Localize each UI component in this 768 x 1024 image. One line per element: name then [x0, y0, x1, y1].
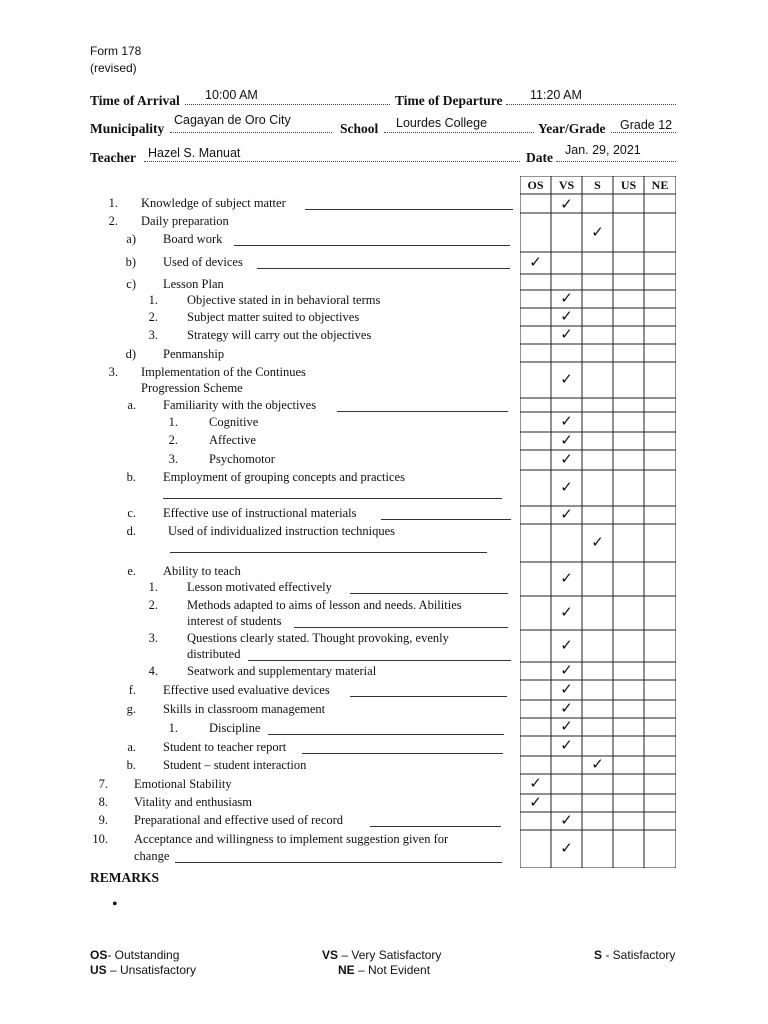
- fill-in-line[interactable]: [163, 498, 502, 499]
- item-text: Cognitive: [209, 415, 259, 429]
- check-mark[interactable]: ✓: [560, 478, 573, 496]
- item-text: Strategy will carry out the objectives: [187, 328, 372, 342]
- fill-in-line[interactable]: [381, 519, 511, 520]
- departure-label: Time of Departure: [395, 93, 503, 108]
- check-mark[interactable]: ✓: [560, 431, 573, 449]
- check-mark[interactable]: ✓: [560, 569, 573, 587]
- item-number: d.: [126, 524, 136, 538]
- check-mark[interactable]: ✓: [560, 289, 573, 307]
- check-mark[interactable]: ✓: [560, 412, 573, 430]
- legend-vs-text: – Very Satisfactory: [338, 948, 442, 962]
- school-label: School: [340, 121, 379, 136]
- fill-in-line[interactable]: [175, 862, 502, 863]
- form-revision: (revised): [90, 61, 137, 75]
- fill-in-line[interactable]: [370, 826, 501, 827]
- legend-us-abbr: US: [90, 963, 107, 977]
- legend-s-text: - Satisfactory: [602, 948, 676, 962]
- item-text: Skills in classroom management: [163, 702, 326, 716]
- item-text-continued: distributed: [187, 647, 241, 661]
- item-text: Emotional Stability: [134, 777, 232, 791]
- municipality-dotted-line: [170, 132, 332, 133]
- item-text: Methods adapted to aims of lesson and needs. Abilities: [187, 598, 462, 612]
- item-text: Affective: [209, 433, 256, 447]
- year-label: Year/Grade: [538, 121, 606, 136]
- item-number: 9.: [98, 813, 108, 827]
- fill-in-line[interactable]: [170, 552, 487, 553]
- teacher-label: Teacher: [90, 150, 136, 165]
- item-number: 3.: [108, 365, 118, 379]
- check-mark[interactable]: ✓: [529, 774, 542, 792]
- column-header-vs: VS: [558, 178, 575, 192]
- check-mark[interactable]: ✓: [560, 325, 573, 343]
- item-number: 1.: [148, 293, 158, 307]
- column-header-us: US: [620, 178, 637, 192]
- legend-us-text: – Unsatisfactory: [106, 963, 197, 977]
- legend-ne-text: – Not Evident: [354, 963, 431, 977]
- check-mark[interactable]: ✓: [529, 793, 542, 811]
- legend-os: [90, 948, 179, 962]
- check-mark[interactable]: ✓: [591, 755, 604, 773]
- item-text: Employment of grouping concepts and practices: [163, 470, 405, 484]
- departure-dotted-line: [506, 104, 676, 105]
- item-number: 2.: [168, 433, 178, 447]
- item-number: b): [125, 255, 136, 269]
- form-code: Form 178: [90, 44, 142, 58]
- column-header-ne: NE: [651, 178, 669, 192]
- fill-in-line[interactable]: [294, 627, 508, 628]
- item-number: a.: [127, 398, 136, 412]
- item-text-continued: change: [134, 849, 170, 863]
- item-number: 3.: [148, 631, 158, 645]
- item-text: Psychomotor: [209, 452, 275, 466]
- legend-ne-abbr: NE: [338, 963, 355, 977]
- item-number: 2.: [108, 214, 118, 228]
- item-number: 7.: [98, 777, 108, 791]
- item-text: Preparational and effective used of record: [134, 813, 344, 827]
- item-number: g.: [126, 702, 136, 716]
- item-text: Vitality and enthusiasm: [134, 795, 252, 809]
- fill-in-line[interactable]: [337, 411, 508, 412]
- fill-in-line[interactable]: [350, 696, 507, 697]
- teacher-value[interactable]: Hazel S. Manuat: [148, 146, 241, 160]
- item-number: e.: [127, 564, 136, 578]
- item-text: Student to teacher report: [163, 740, 287, 754]
- date-value[interactable]: Jan. 29, 2021: [565, 143, 641, 157]
- teacher-dotted-line: [144, 161, 520, 162]
- remarks-label: REMARKS: [90, 870, 160, 885]
- check-mark[interactable]: ✓: [560, 636, 573, 654]
- item-number: a): [126, 232, 136, 246]
- year-dotted-line: [611, 132, 676, 133]
- check-mark[interactable]: ✓: [560, 699, 573, 717]
- item-text: Used of devices: [163, 255, 243, 269]
- arrival-value[interactable]: 10:00 AM: [205, 88, 258, 102]
- fill-in-line[interactable]: [268, 734, 504, 735]
- check-mark[interactable]: ✓: [560, 736, 573, 754]
- legend-ne: [338, 963, 430, 977]
- item-text: Ability to teach: [163, 564, 241, 578]
- fill-in-line[interactable]: [234, 245, 510, 246]
- check-mark[interactable]: ✓: [560, 680, 573, 698]
- item-number: b.: [126, 758, 136, 772]
- check-mark[interactable]: ✓: [591, 223, 604, 241]
- item-text-continued: interest of students: [187, 614, 282, 628]
- item-number: 1.: [148, 580, 158, 594]
- item-number: 2.: [148, 598, 158, 612]
- item-number: 1.: [168, 721, 178, 735]
- check-mark[interactable]: ✓: [560, 450, 573, 468]
- item-text-continued: Progression Scheme: [141, 381, 243, 395]
- item-text: Discipline: [209, 721, 261, 735]
- fill-in-line[interactable]: [302, 753, 503, 754]
- legend-s: [594, 948, 675, 962]
- municipality-label: Municipality: [90, 121, 165, 136]
- arrival-dotted-line: [185, 104, 390, 105]
- item-number: 3.: [148, 328, 158, 342]
- fill-in-line[interactable]: [248, 660, 511, 661]
- check-mark[interactable]: ✓: [591, 533, 604, 551]
- item-text: Effective use of instructional materials: [163, 506, 357, 520]
- legend-vs-abbr: VS: [322, 948, 339, 962]
- item-text: Objective stated in in behavioral terms: [187, 293, 381, 307]
- date-dotted-line: [556, 161, 676, 162]
- item-number: b.: [126, 470, 136, 484]
- legend-us: [90, 963, 196, 977]
- remarks-bullet[interactable]: •: [112, 896, 118, 913]
- item-number: 1.: [168, 415, 178, 429]
- fill-in-line[interactable]: [305, 209, 513, 210]
- check-mark[interactable]: ✓: [560, 194, 573, 213]
- check-mark[interactable]: ✓: [560, 370, 573, 388]
- item-text: Implementation of the Continues: [141, 365, 306, 379]
- fill-in-line[interactable]: [350, 593, 508, 594]
- check-mark[interactable]: ✓: [560, 661, 573, 679]
- item-text: Familiarity with the objectives: [163, 398, 317, 412]
- item-number: 1.: [108, 196, 118, 210]
- legend-s-abbr: S: [594, 948, 603, 962]
- item-text: Acceptance and willingness to implement suggestion given for: [134, 832, 449, 846]
- item-text: Lesson Plan: [163, 277, 224, 291]
- check-mark[interactable]: ✓: [560, 307, 573, 325]
- item-number: 3.: [168, 452, 178, 466]
- legend-vs: [322, 948, 441, 962]
- item-text: Subject matter suited to objectives: [187, 310, 360, 324]
- municipality-value[interactable]: Cagayan de Oro City: [174, 113, 291, 127]
- item-text: Penmanship: [163, 347, 225, 361]
- check-mark[interactable]: ✓: [560, 603, 573, 621]
- item-number: 10.: [92, 832, 108, 846]
- item-number: 8.: [98, 795, 108, 809]
- item-number: 2.: [148, 310, 158, 324]
- item-text: Questions clearly stated. Thought provoking, evenly: [187, 631, 449, 645]
- check-mark[interactable]: ✓: [560, 505, 573, 523]
- item-text: Used of individualized instruction techniques: [168, 524, 396, 538]
- check-mark[interactable]: ✓: [560, 839, 573, 857]
- year-value[interactable]: Grade 12: [620, 118, 673, 132]
- item-text: Daily preparation: [141, 214, 229, 228]
- item-text: Seatwork and supplementary material: [187, 664, 377, 678]
- item-text: Effective used evaluative devices: [163, 683, 330, 697]
- check-mark[interactable]: ✓: [560, 811, 573, 829]
- item-text: Knowledge of subject matter: [141, 196, 286, 210]
- arrival-label: Time of Arrival: [90, 93, 180, 108]
- item-number: c): [126, 277, 136, 291]
- legend-os-text: - Outstanding: [107, 948, 180, 962]
- item-text: Student – student interaction: [163, 758, 307, 772]
- item-number: a.: [127, 740, 136, 754]
- item-text: Board work: [163, 232, 223, 246]
- item-number: c.: [127, 506, 136, 520]
- departure-value[interactable]: 11:20 AM: [530, 88, 582, 102]
- check-mark[interactable]: ✓: [529, 253, 542, 271]
- item-number: 4.: [148, 664, 158, 678]
- item-number: d): [125, 347, 136, 361]
- item-number: f.: [128, 683, 136, 697]
- date-label: Date: [526, 150, 553, 165]
- column-header-s: S: [594, 178, 601, 192]
- legend-os-abbr: OS: [90, 948, 108, 962]
- column-header-os: OS: [527, 178, 544, 192]
- school-dotted-line: [384, 132, 534, 133]
- item-text: Lesson motivated effectively: [187, 580, 332, 594]
- fill-in-line[interactable]: [257, 268, 510, 269]
- school-value[interactable]: Lourdes College: [396, 116, 488, 130]
- check-mark[interactable]: ✓: [560, 717, 573, 735]
